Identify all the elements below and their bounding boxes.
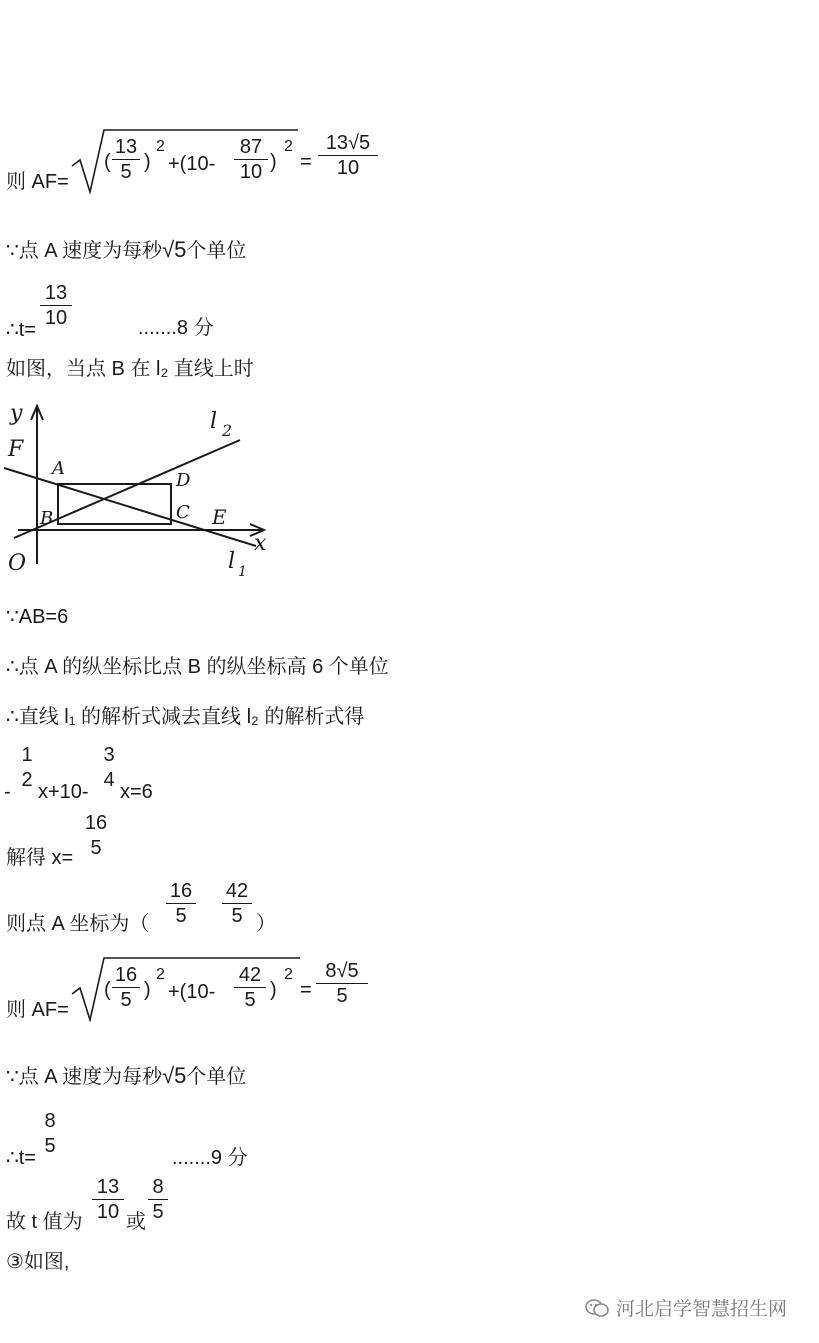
case-2-intro: 如图，当点 B 在 l₂ 直线上时	[6, 358, 254, 380]
af-prefix: 则 AF=	[6, 171, 69, 193]
ab-length: ∵AB=6	[6, 606, 69, 628]
origin-label: O	[8, 551, 27, 576]
point-b-label: B	[40, 508, 54, 529]
point-e-label: E	[212, 505, 227, 529]
wechat-icon	[584, 1297, 610, 1319]
fraction-3-4: 3 4	[103, 744, 115, 791]
plus-ten: +(10-	[168, 981, 216, 1003]
equation-end: x=6	[120, 781, 153, 803]
line-l1-label: l	[228, 549, 236, 574]
speed-statement-2: ∵点 A 速度为每秒√5个单位	[6, 1063, 247, 1088]
score-note: .......9 分	[172, 1147, 248, 1169]
fraction-8-5: 8 5	[148, 1176, 168, 1223]
t-prefix: ∴t=	[6, 1147, 36, 1169]
exponent: 2	[156, 138, 165, 155]
point-a-prefix: 则点 A 坐标为（	[6, 913, 150, 935]
exponent: 2	[284, 138, 293, 155]
a-higher-statement: ∴点 A 的纵坐标比点 B 的纵坐标高 6 个单位	[6, 656, 389, 678]
af-prefix: 则 AF=	[6, 999, 69, 1021]
line-l1-subscript: 1	[238, 564, 247, 580]
fraction-13-10: 13 10	[40, 282, 72, 329]
fraction-87-10: 87 10	[234, 136, 268, 183]
t-prefix: ∴t=	[6, 319, 36, 341]
open-paren: (	[104, 979, 111, 1001]
point-a-label: A	[52, 458, 65, 479]
line-l2-subscript: 2	[222, 421, 233, 440]
plus-ten: +(10-	[168, 153, 216, 175]
close-paren: )	[144, 151, 151, 173]
equals: =	[300, 151, 312, 173]
point-a-close: ）	[256, 913, 276, 935]
speed-statement-1: ∵点 A 速度为每秒√5个单位	[6, 237, 247, 262]
exponent: 2	[284, 966, 293, 983]
coord-y-fraction: 42 5	[222, 880, 252, 927]
fraction-16-5: 16 5	[84, 812, 108, 859]
close-paren: )	[270, 979, 277, 1001]
part-3-heading: ③如图,	[6, 1251, 70, 1273]
close-paren: )	[144, 979, 151, 1001]
equation-middle: x+10-	[38, 781, 89, 803]
watermark-text: 河北启学智慧招生网	[616, 1299, 788, 1320]
subtract-statement: ∴直线 l₁ 的解析式减去直线 l₂ 的解析式得	[6, 706, 365, 728]
result-fraction: 8√5 5	[316, 960, 368, 1007]
result-fraction: 13√5 10	[318, 132, 378, 179]
minus-sign: -	[4, 781, 11, 803]
solve-prefix: 解得 x=	[6, 847, 74, 869]
point-f-label: F	[8, 437, 24, 462]
exponent: 2	[156, 966, 165, 983]
fraction-42-5: 42 5	[234, 964, 266, 1011]
fraction-16-5: 16 5	[112, 964, 140, 1011]
y-axis-label: y	[10, 401, 23, 426]
fraction-13-5: 13 5	[112, 136, 140, 183]
point-d-label: D	[176, 470, 191, 491]
coord-x-fraction: 16 5	[166, 880, 196, 927]
line-l2-label: l	[210, 409, 218, 434]
fraction-1-2: 1 2	[21, 744, 33, 791]
watermark	[584, 1294, 787, 1321]
fraction-13-10: 13 10	[92, 1176, 124, 1223]
fraction-8-5: 8 5	[44, 1110, 56, 1157]
open-paren: (	[104, 151, 111, 173]
score-note: .......8 分	[138, 317, 214, 339]
equals: =	[300, 979, 312, 1001]
close-paren: )	[270, 151, 277, 173]
point-c-label: C	[176, 502, 190, 523]
or-word: 或	[126, 1211, 146, 1233]
x-axis-label: x	[254, 531, 267, 556]
conclusion-prefix: 故 t 值为	[6, 1211, 83, 1233]
coordinate-figure	[0, 396, 280, 584]
